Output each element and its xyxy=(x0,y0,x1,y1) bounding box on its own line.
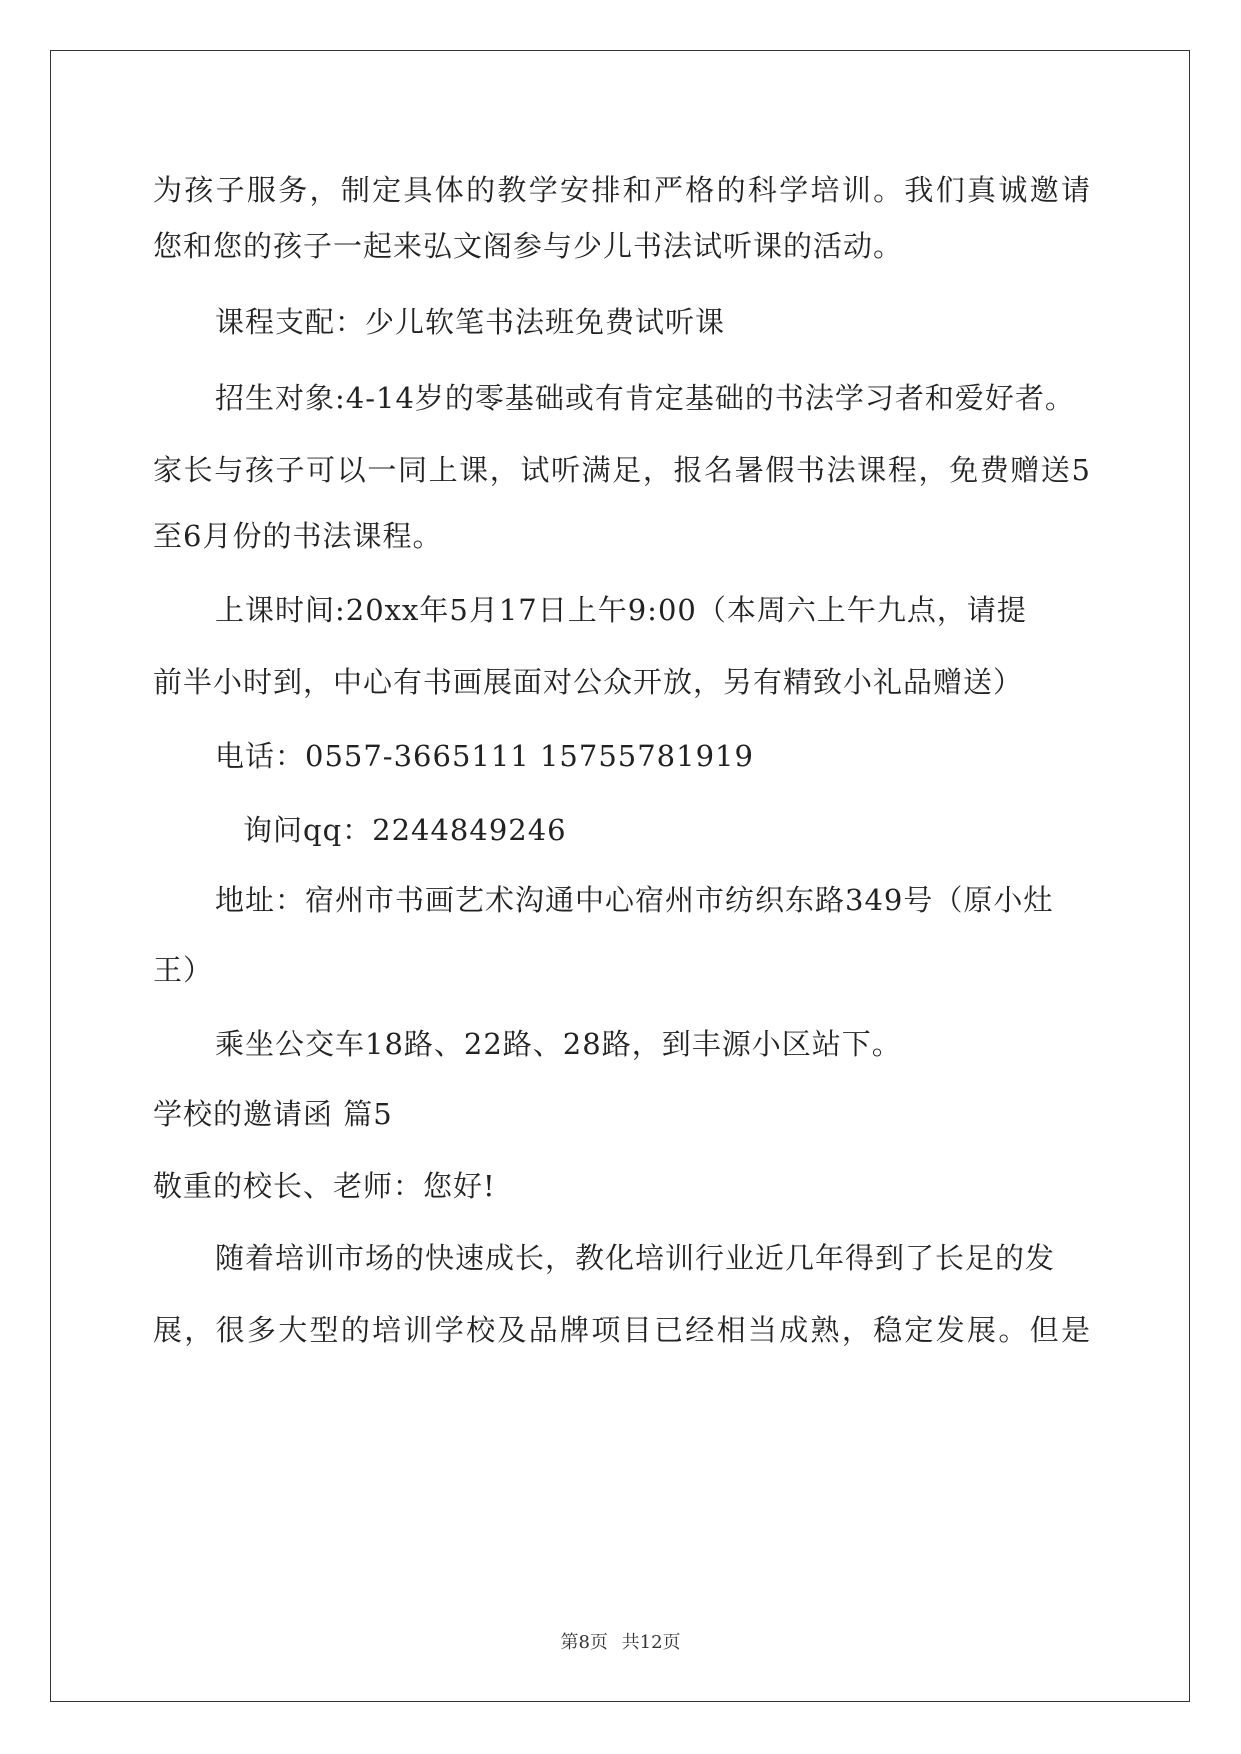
paragraph-line: 家长与孩子可以一同上课，试听满足，报名暑假书法课程，免费赠送5 xyxy=(153,453,1091,487)
paragraph-line: 至6月份的书法课程。 xyxy=(153,519,443,553)
section-heading: 学校的邀请函 篇5 xyxy=(153,1097,393,1131)
address-line: 地址：宿州市书画艺术沟通中心宿州市纺织东路349号（原小灶 xyxy=(215,883,1054,917)
paragraph-line: 上课时间:20xx年5月17日上午9:00（本周六上午九点，请提 xyxy=(215,593,1027,627)
bus-line: 乘坐公交车18路、22路、28路，到丰源小区站下。 xyxy=(215,1027,902,1061)
paragraph-line: 课程支配：少儿软笔书法班免费试听课 xyxy=(215,305,726,339)
paragraph-line: 您和您的孩子一起来弘文阁参与少儿书法试听课的活动。 xyxy=(153,229,904,263)
paragraph-line: 为孩子服务，制定具体的教学安排和严格的科学培训。我们真诚邀请 xyxy=(153,173,1091,207)
paragraph-line: 随着培训市场的快速成长，教化培训行业近几年得到了长足的发 xyxy=(215,1241,1056,1275)
current-page-number: 第8页 xyxy=(560,1632,608,1653)
salutation: 敬重的校长、老师：您好! xyxy=(153,1169,496,1203)
page-footer xyxy=(0,1631,1241,1655)
qq-line: 询问qq：2244849246 xyxy=(243,813,567,847)
page-border xyxy=(50,50,1190,1702)
paragraph-line: 招生对象:4-14岁的零基础或有肯定基础的书法学习者和爱好者。 xyxy=(215,381,1075,415)
phone-line: 电话：0557-3665111 15755781919 xyxy=(215,739,754,773)
total-pages: 共12页 xyxy=(621,1632,681,1653)
paragraph-line: 展，很多大型的培训学校及品牌项目已经相当成熟，稳定发展。但是 xyxy=(153,1313,1091,1347)
paragraph-line: 王） xyxy=(153,953,214,987)
paragraph-line: 前半小时到，中心有书画展面对公众开放，另有精致小礼品赠送） xyxy=(153,665,1024,699)
